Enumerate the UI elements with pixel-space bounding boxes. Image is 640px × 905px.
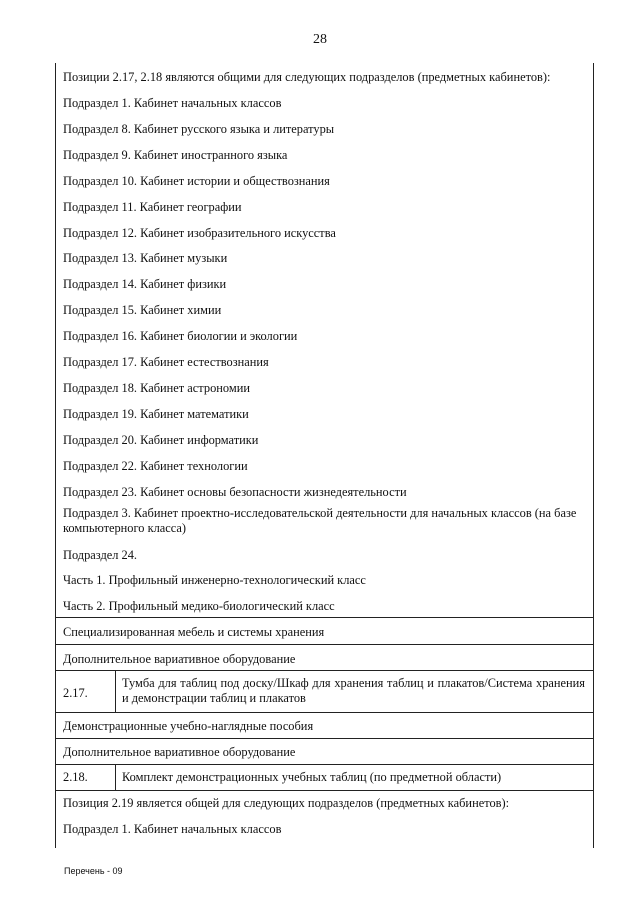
section-demo-text: Демонстрационные учебно-наглядные пособия	[63, 719, 314, 733]
subsection-text: Подраздел 18. Кабинет астрономии	[63, 380, 250, 395]
subsection-text: Подраздел 23. Кабинет основы безопасности жизнедеятельности	[63, 484, 407, 499]
subsection-text: Подраздел 10. Кабинет истории и обществознания	[63, 173, 330, 188]
table-rule	[56, 644, 593, 645]
item-number-cell	[56, 764, 116, 790]
subsection-text: Подраздел 12. Кабинет изобразительного искусства	[63, 225, 336, 240]
document-table	[55, 63, 594, 848]
subsection-text: Подраздел 8. Кабинет русского языка и литературы	[63, 121, 335, 136]
subsection-text: Подраздел 1. Кабинет начальных классов	[63, 96, 282, 110]
subsection-text: Подраздел 14. Кабинет физики	[63, 277, 227, 292]
subsection-text: Подраздел 11. Кабинет географии	[63, 199, 242, 214]
table-rule	[56, 738, 593, 739]
subsection-text: Подраздел 16. Кабинет биологии и экологии	[63, 329, 298, 344]
item-number-cell	[56, 670, 116, 712]
part-1-text: Часть 1. Профильный инженерно-технологический класс	[63, 573, 366, 587]
subsection-24-text: Подраздел 24.	[63, 548, 138, 562]
subsection-text: Подраздел 13. Кабинет музыки	[63, 251, 228, 266]
subsection-text: Подраздел 22. Кабинет технологии	[63, 458, 248, 473]
section-additional-text: Дополнительное вариативное оборудование	[63, 745, 296, 759]
positions-intro-text: Позиция 2.19 является общей для следующих подразделов (предметных кабинетов):	[63, 796, 510, 810]
part-2-text: Часть 2. Профильный медико-биологический класс	[63, 599, 335, 613]
item-number: 2.17.	[63, 686, 88, 700]
section-additional-text: Дополнительное вариативное оборудование	[63, 652, 296, 666]
subsection-text: Подраздел 19. Кабинет математики	[63, 406, 249, 421]
item-description: Тумба для таблиц под доску/Шкаф для хранения таблиц и плакатов/Система хранения и демонстрации таблиц и плакатов	[122, 676, 585, 705]
section-furniture-text: Специализированная мебель и системы хранения	[63, 625, 325, 639]
item-description: Комплект демонстрационных учебных таблиц (по предметной области)	[122, 770, 502, 784]
item-2-17-row	[56, 670, 593, 712]
subsection-text: Подраздел 20. Кабинет информатики	[63, 432, 259, 447]
positions-intro-text: Позиции 2.17, 2.18 являются общими для следующих подразделов (предметных кабинетов):	[63, 70, 551, 84]
item-number: 2.18.	[63, 770, 88, 784]
footer-note: Перечень - 09	[64, 866, 123, 876]
subsection-3-text: Подраздел 3. Кабинет проектно-исследовательской деятельности для начальных классов (на базе компьютерного класса)	[63, 506, 577, 535]
page-number: 28	[313, 32, 327, 47]
item-2-18-row	[56, 764, 593, 790]
table-rule	[56, 712, 593, 713]
table-rule	[56, 617, 593, 618]
subsection-text: Подраздел 15. Кабинет химии	[63, 303, 222, 318]
subsection-text: Подраздел 9. Кабинет иностранного языка	[63, 147, 288, 162]
table-rule	[56, 790, 593, 791]
subsection-text: Подраздел 17. Кабинет естествознания	[63, 355, 269, 369]
subsection-text: Подраздел 1. Кабинет начальных классов	[63, 822, 282, 836]
